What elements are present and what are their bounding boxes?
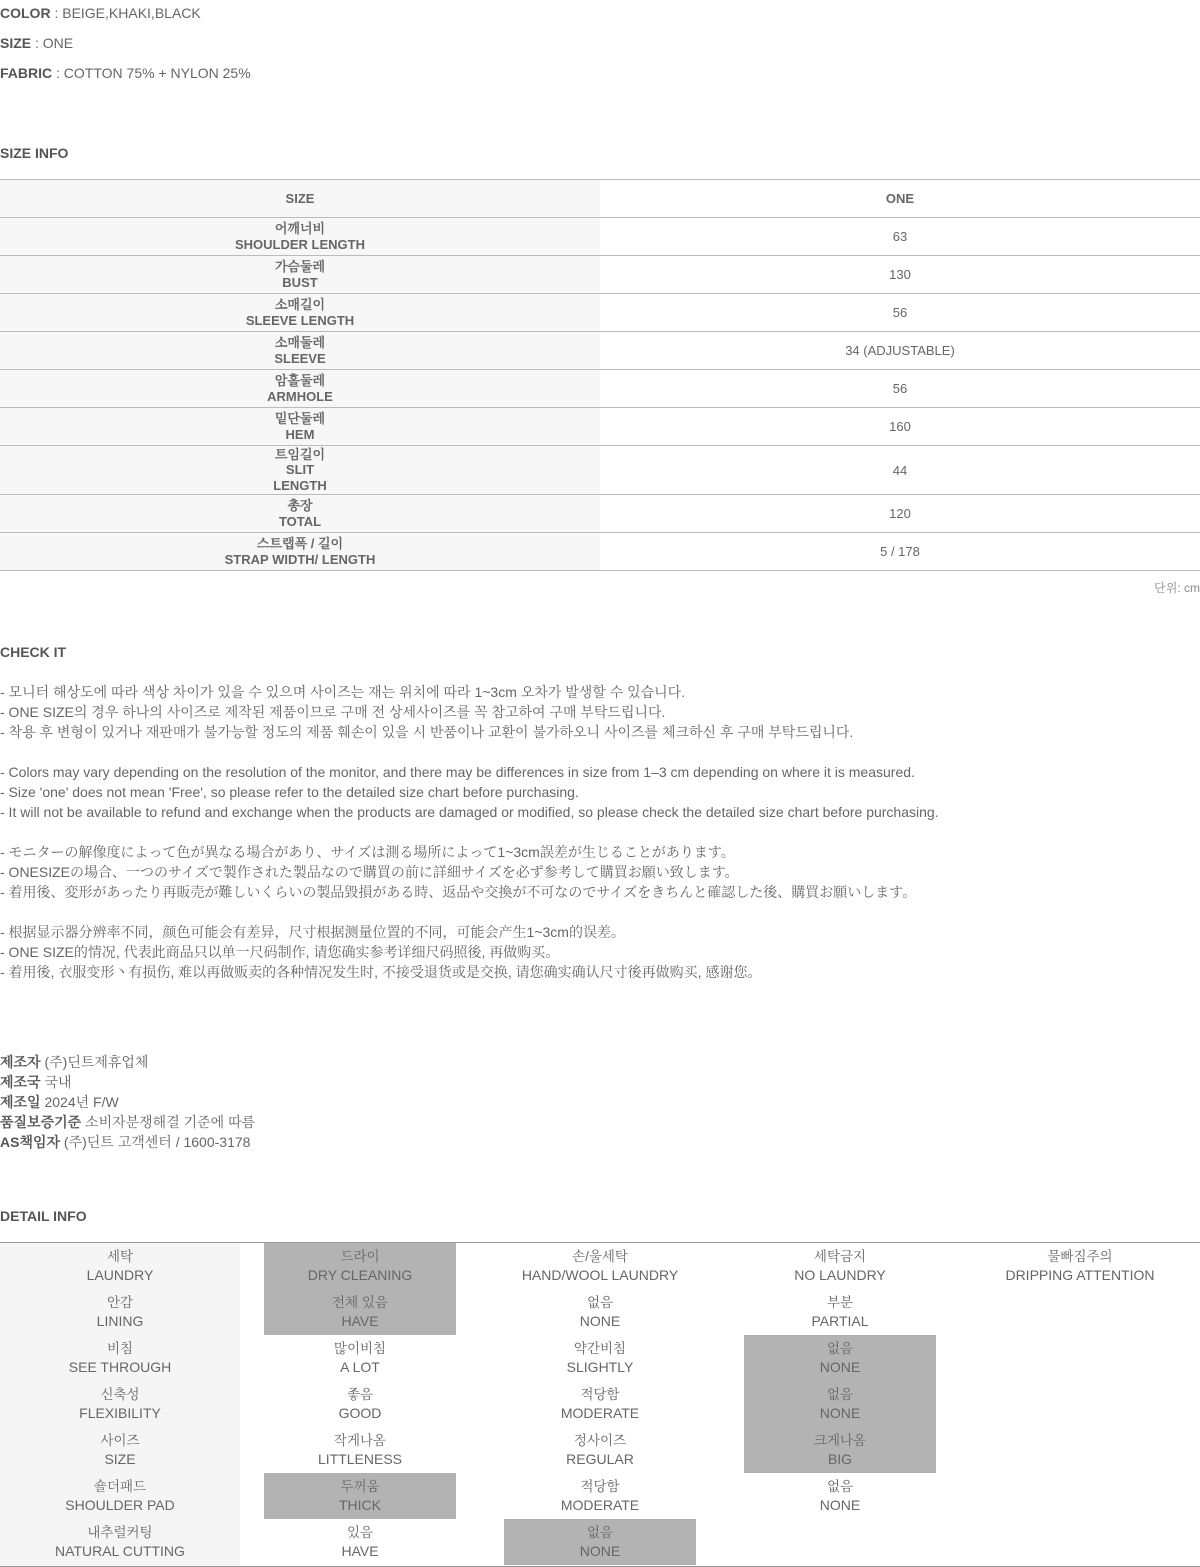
cell-ko: 없음	[826, 1387, 854, 1402]
cell-ko: 세탁	[106, 1249, 134, 1264]
detail-option	[264, 1478, 456, 1514]
cell-ko: 세탁금지	[813, 1249, 867, 1264]
detail-label	[0, 1248, 240, 1284]
detail-option	[744, 1432, 936, 1468]
size-info-title: SIZE INFO	[0, 145, 69, 161]
detail-option	[744, 1386, 936, 1422]
cell-en: DRIPPING ATTENTION	[1005, 1267, 1155, 1283]
note-line: - Size 'one' does not mean 'Free', so please refer to the detailed size chart before purchasing.	[0, 784, 579, 800]
cell-ko: 없음	[586, 1525, 614, 1540]
cell-en: SLIGHTLY	[566, 1359, 634, 1375]
cell-ko: 드라이	[340, 1249, 380, 1264]
detail-option	[744, 1294, 936, 1330]
cell-ko: 물빠짐주의	[1047, 1249, 1113, 1264]
detail-info-title: DETAIL INFO	[0, 1208, 87, 1224]
cell-ko: 비침	[106, 1341, 134, 1356]
row-value: 56	[600, 370, 1200, 408]
cell-en: NO LAUNDRY	[794, 1267, 886, 1283]
cell-ko: 크게나옴	[813, 1433, 867, 1448]
row-label: 총장 TOTAL	[0, 495, 600, 533]
note-line: - モニターの解像度によって色が異なる場合があり、サイズは測る場所によって1~3cm誤差が生じることがあります。	[0, 844, 735, 860]
row-value: 120	[600, 495, 1200, 533]
row-label: 암홀둘레 ARMHOLE	[0, 370, 600, 408]
note-line: - 着用後, 衣服变形丶有损伤, 难以再做贩卖的各种情况发生时, 不接受退货或是交换, 请您确实确认尺寸後再做购买, 感谢您。	[0, 964, 762, 980]
detail-option	[504, 1386, 696, 1422]
cell-en: HAVE	[341, 1543, 379, 1559]
cell-ko: 없음	[586, 1295, 614, 1310]
unit-note: 단위: cm	[1154, 581, 1200, 595]
cell-ko: 안감	[106, 1295, 134, 1310]
row-value: 130	[600, 256, 1200, 294]
cell-ko: 적당함	[580, 1479, 620, 1494]
note-line: - 着用後、変形があったり再販売が難しいくらいの製品毀損がある時、返品や交換が不可なのでサイズをきちんと確認した後、購買お願いします。	[0, 884, 917, 900]
detail-option	[504, 1524, 696, 1560]
row-value: 44	[600, 446, 1200, 495]
row-value: 160	[600, 408, 1200, 446]
detail-option	[744, 1478, 936, 1514]
cell-en: SHOULDER PAD	[65, 1497, 175, 1513]
detail-option	[744, 1340, 936, 1376]
cell-ko: 있음	[346, 1525, 374, 1540]
size-table-header	[0, 180, 1200, 218]
cell-ko: 부분	[826, 1295, 854, 1310]
cell-ko: 정사이즈	[573, 1433, 627, 1448]
cell-en: GOOD	[338, 1405, 382, 1421]
note-line: - ONESIZEの場合、一つのサイズで製作された製品なので購買の前に詳細サイズを必ず参考して購買お願い致します。	[0, 864, 739, 880]
detail-option	[504, 1478, 696, 1514]
cell-en: SIZE	[104, 1451, 136, 1467]
row-label: 밑단둘레 HEM	[0, 408, 600, 446]
cell-en: HAND/WOOL LAUNDRY	[521, 1267, 679, 1283]
detail-option	[264, 1432, 456, 1468]
note-line: - 모니터 해상도에 따라 색상 차이가 있을 수 있으며 사이즈는 재는 위치에 따라 1~3cm 오차가 발생할 수 있습니다.	[0, 684, 686, 700]
note-line: - ONE SIZE的情况, 代表此商品只以单一尺码制作, 请您确实参考详细尺码照後, 再做购买。	[0, 944, 560, 960]
cell-en: NATURAL CUTTING	[55, 1543, 185, 1559]
detail-option	[264, 1248, 456, 1284]
detail-option	[504, 1294, 696, 1330]
cell-en: FLEXIBILITY	[79, 1405, 161, 1421]
row-value: 5 / 178	[600, 533, 1200, 571]
maker-line: 제조일 2024년 F/W	[0, 1094, 119, 1110]
detail-option	[960, 1248, 1200, 1284]
cell-ko: 적당함	[580, 1387, 620, 1402]
cell-en: MODERATE	[560, 1497, 640, 1513]
detail-option	[264, 1340, 456, 1376]
detail-option	[264, 1386, 456, 1422]
row-label: 가슴둘레 BUST	[0, 256, 600, 294]
table-row	[0, 332, 1200, 370]
cell-en: NONE	[819, 1359, 861, 1375]
check-it-title: CHECK IT	[0, 644, 67, 660]
maker-line: 제조국 국내	[0, 1074, 72, 1090]
row-value: 34 (ADJUSTABLE)	[600, 332, 1200, 370]
cell-en: NONE	[819, 1405, 861, 1421]
note-line: - It will not be available to refund and exchange when the products are damaged or modified, so please check the detailed size chart before purchasing.	[0, 804, 939, 820]
table-row	[0, 408, 1200, 446]
size-header-label: SIZE	[0, 180, 600, 218]
size-table	[0, 179, 1200, 571]
detail-option	[264, 1294, 456, 1330]
note-line: - 착용 후 변형이 있거나 재판매가 불가능할 정도의 제품 훼손이 있을 시 반품이나 교환이 불가하오니 사이즈를 체크하신 후 구매 부탁드립니다.	[0, 724, 854, 740]
cell-en: NONE	[819, 1497, 861, 1513]
cell-en: HAVE	[341, 1313, 379, 1329]
cell-en: DRY CLEANING	[307, 1267, 413, 1283]
detail-option	[264, 1524, 456, 1560]
table-row	[0, 533, 1200, 571]
table-row	[0, 256, 1200, 294]
detail-label	[0, 1294, 240, 1330]
detail-label	[0, 1524, 240, 1560]
row-value: 56	[600, 294, 1200, 332]
cell-ko: 좋음	[346, 1387, 374, 1402]
cell-en: SEE THROUGH	[68, 1359, 172, 1375]
cell-en: BIG	[827, 1451, 853, 1467]
spec-size: SIZE : ONE	[0, 35, 74, 51]
row-label: 트임길이 SLIT LENGTH	[0, 446, 600, 495]
manufacturer-info	[0, 1052, 1200, 1152]
check-it-notes	[0, 682, 1200, 982]
detail-label	[0, 1386, 240, 1422]
table-row	[0, 294, 1200, 332]
cell-ko: 전체 있음	[332, 1295, 388, 1310]
detail-label	[0, 1478, 240, 1514]
row-label: 어깨너비 SHOULDER LENGTH	[0, 218, 600, 256]
spec-fabric: FABRIC : COTTON 75% + NYLON 25%	[0, 65, 251, 81]
cell-en: LAUNDRY	[86, 1267, 154, 1283]
cell-en: NONE	[579, 1543, 621, 1559]
note-line: - Colors may vary depending on the resolution of the monitor, and there may be differences in size from 1–3 cm depending on where it is measured.	[0, 764, 915, 780]
cell-ko: 신축성	[100, 1387, 140, 1402]
cell-en: LINING	[96, 1313, 144, 1329]
cell-en: A LOT	[340, 1359, 380, 1375]
cell-en: LITTLENESS	[317, 1451, 403, 1467]
row-label: 스트랩폭 / 길이 STRAP WIDTH/ LENGTH	[0, 533, 600, 571]
detail-label	[0, 1340, 240, 1376]
cell-ko: 약간비침	[573, 1341, 627, 1356]
table-row	[0, 218, 1200, 256]
table-row	[0, 446, 1200, 495]
cell-ko: 사이즈	[100, 1433, 140, 1448]
cell-en: MODERATE	[560, 1405, 640, 1421]
note-line: - ONE SIZE의 경우 하나의 사이즈로 제작된 제품이므로 구매 전 상세사이즈를 꼭 참고하여 구매 부탁드립니다.	[0, 704, 666, 720]
maker-line: AS책임자 (주)딘트 고객센터 / 1600-3178	[0, 1134, 251, 1150]
cell-ko: 두꺼움	[340, 1479, 380, 1494]
row-label: 소매둘레 SLEEVE	[0, 332, 600, 370]
cell-ko: 숄더패드	[93, 1479, 147, 1494]
cell-ko: 없음	[826, 1479, 854, 1494]
detail-option	[504, 1248, 696, 1284]
cell-en: NONE	[579, 1313, 621, 1329]
cell-ko: 손/울세탁	[572, 1249, 628, 1264]
cell-ko: 많이비침	[333, 1341, 387, 1356]
table-row	[0, 495, 1200, 533]
detail-label	[0, 1432, 240, 1468]
spec-list	[0, 0, 1200, 90]
detail-option	[744, 1248, 936, 1284]
maker-line: 품질보증기준 소비자분쟁해결 기준에 따름	[0, 1114, 256, 1130]
cell-en: THICK	[339, 1497, 381, 1513]
detail-option	[504, 1432, 696, 1468]
cell-ko: 없음	[826, 1341, 854, 1356]
detail-info-grid	[0, 1242, 1200, 1567]
size-header-value: ONE	[600, 180, 1200, 218]
row-value: 63	[600, 218, 1200, 256]
row-label: 소매길이 SLEEVE LENGTH	[0, 294, 600, 332]
detail-option	[504, 1340, 696, 1376]
cell-ko: 작게나옴	[333, 1433, 387, 1448]
cell-en: REGULAR	[566, 1451, 634, 1467]
maker-line: 제조자 (주)딘트제휴업체	[0, 1054, 149, 1070]
cell-ko: 내추럴커팅	[87, 1525, 153, 1540]
spec-color: COLOR : BEIGE,KHAKI,BLACK	[0, 5, 201, 21]
note-line: - 根据显示器分辨率不同，颜色可能会有差异，尺寸根据测量位置的不同，可能会产生1~3cm的误差。	[0, 924, 625, 940]
table-row	[0, 370, 1200, 408]
cell-en: PARTIAL	[811, 1313, 869, 1329]
